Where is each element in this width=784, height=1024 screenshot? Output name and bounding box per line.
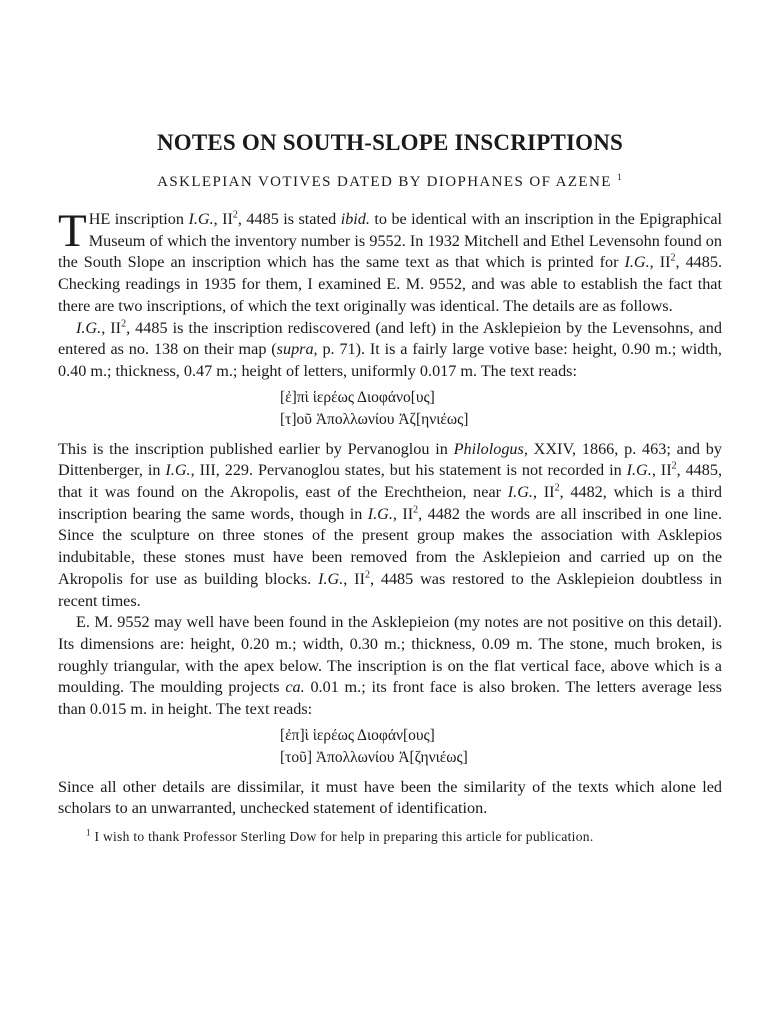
footnote-reference: 1 bbox=[616, 172, 623, 182]
italic-term: ibid. bbox=[340, 210, 370, 228]
text-run: , 4482 the words are all inscribed in one line. Since the sculpture on three stones of the present group makes the association with Asklepios indubitable, these stones must have been removed from the Asklepieion and carried up on the Akropolis for use as building blocks. bbox=[58, 504, 723, 588]
text-run: , 4482, which is a third inscription bearing the same words, though in bbox=[58, 483, 722, 523]
subtitle-text: ASKLEPIAN VOTIVES DATED BY DIOPHANES OF AZENE bbox=[157, 174, 612, 190]
article-title: NOTES ON SOUTH-SLOPE INSCRIPTIONS bbox=[156, 130, 624, 155]
citation: I.G. bbox=[507, 483, 533, 502]
text-run: This is the inscription published earlier by Pervanoglou in bbox=[58, 439, 454, 458]
text-run: , III, 229. Pervanoglou states, but his statement is not recorded in bbox=[190, 461, 627, 480]
article-body bbox=[58, 205, 723, 820]
superscript: 2 bbox=[554, 482, 560, 494]
text-run: , II bbox=[101, 318, 122, 337]
greek-inscription-1 bbox=[58, 387, 722, 431]
superscript: 2 bbox=[670, 253, 676, 265]
citation: I.G. bbox=[165, 461, 191, 480]
paragraph-3 bbox=[58, 439, 722, 613]
paragraph-2 bbox=[58, 318, 722, 383]
greek-inscription-2 bbox=[58, 725, 722, 769]
paragraph-5: Since all other details are dissimilar, it must have been the similarity of the texts which alone led scholars to an unwarranted, unchecked statement of identification. bbox=[58, 777, 722, 818]
text-run: , 4485 is stated bbox=[237, 210, 341, 228]
text-run: 0.01 m.; its front face is also broken. The letters average less than 0.015 m. in height. The text reads: bbox=[58, 678, 722, 719]
italic-term: supra, bbox=[276, 340, 318, 359]
superscript: 2 bbox=[364, 569, 370, 581]
citation: I.G. bbox=[626, 461, 652, 480]
journal-title: Philologus, bbox=[453, 439, 528, 458]
text-run: , II bbox=[651, 461, 672, 480]
superscript: 2 bbox=[413, 504, 419, 516]
text-run: HE inscription bbox=[88, 210, 189, 228]
text-run: , II bbox=[392, 504, 414, 523]
inscription-line: [τ]οῦ Ἀπολλωνίου Ἀζ[ηνιέως] bbox=[280, 410, 469, 428]
citation: I.G. bbox=[624, 253, 650, 272]
text-run: , II bbox=[532, 483, 555, 502]
text-run: , II bbox=[649, 253, 671, 272]
text-run: E. M. 9552 may well have been found in the Asklepieion (my notes are not positive on this detail). Its dimensions are: height, 0.20 m.; width, 0.30 m.; thickness, 0.09 m. The stone, much broken, is roughly triangular, with the apex below. The inscription is on the flat vertical face, above which is a moulding. The moulding projects bbox=[58, 613, 722, 697]
article-subtitle bbox=[58, 172, 722, 192]
inscription-line: [ἐπ]ὶ ἱερέως Διοφάν[ους] bbox=[280, 726, 435, 744]
drop-cap: T bbox=[58, 205, 87, 257]
text-run: to be identical with an inscription in the Epigraphical Museum of which the inventory number is 9552. In 1932 Mitchell and Ethel Levensohn found on the South Slope an inscription which has the same text as that which is printed for bbox=[58, 210, 722, 272]
italic-term: ca. bbox=[285, 678, 305, 697]
citation: I.G. bbox=[76, 318, 102, 337]
footnote-text: I wish to thank Professor Sterling Dow for help in preparing this article for publication. bbox=[90, 829, 594, 845]
text-run: p. 71). It is a fairly large votive base: height, 0.90 m.; width, 0.40 m.; thickness, 0.47 m.; height of letters, uniformly 0.017 m. The text reads: bbox=[58, 340, 722, 380]
superscript: 2 bbox=[671, 460, 677, 472]
inscription-line: [ἐ]πὶ ἱερέως Διοφάνο[υς] bbox=[280, 388, 435, 406]
footnote bbox=[58, 828, 722, 846]
text-run: , 4485. Checking readings in 1935 for them, I examined E. M. 9552, and was able to establish the fact that there are two inscriptions, of which the text originally was identical. The details are as follows. bbox=[58, 253, 722, 315]
citation: I.G. bbox=[367, 504, 393, 523]
superscript: 2 bbox=[121, 318, 127, 330]
text-run: , 4485, that it was found on the Akropolis, east of the Erechtheion, near bbox=[58, 461, 723, 502]
text-run: , II bbox=[343, 569, 365, 588]
text-run: , II bbox=[213, 210, 233, 228]
text-run: , 4485 is the inscription rediscovered (and left) in the Asklepieion by the Levensohns, and entered as no. 138 on their map ( bbox=[58, 318, 722, 359]
paragraph-4 bbox=[58, 612, 722, 721]
text-run: XXIV, 1866, p. 463; and by Dittenberger, in bbox=[58, 439, 722, 480]
superscript: 2 bbox=[232, 209, 238, 221]
citation: I.G. bbox=[318, 569, 344, 588]
paragraph-1 bbox=[58, 205, 722, 318]
citation: I.G. bbox=[188, 210, 214, 228]
article-page bbox=[58, 128, 722, 846]
text-run: , 4485 was restored to the Asklepieion doubtless in recent times. bbox=[58, 569, 722, 610]
footnote-mark: 1 bbox=[86, 827, 91, 838]
inscription-line: [τοῦ] Ἀπολλωνίου Ἀ[ζηνιέως] bbox=[280, 748, 468, 766]
